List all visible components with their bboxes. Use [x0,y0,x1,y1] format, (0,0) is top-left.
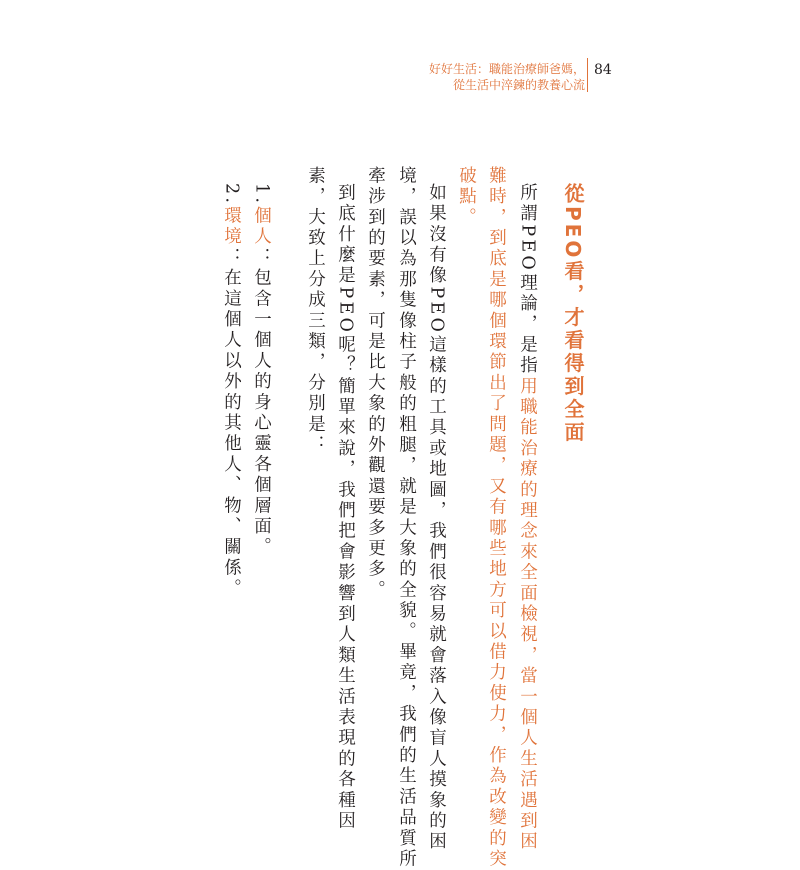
paragraph-3-line-2: 素，大致上分成三類，分別是： [305,166,326,456]
p3-line1-a: 到底什麼是 [335,183,356,287]
list-item-term: 個人 [251,206,272,248]
list-item-colon: ： [251,247,272,269]
list-item-number: 1. [251,183,272,207]
list-item-number: 2. [221,183,242,207]
paragraph-1-line-1 [518,183,536,853]
paragraph-2-line-2: 境，誤以為那隻像柱子般的粗腿，就是大象的全貌。畢竟，我們的生活品質所 [396,166,417,870]
p1-highlight-1: 用職能治療的理念來全面檢視，當一個人生活遇到困 [517,376,538,853]
paragraph-1-line-2: 難時，到底是哪個環節出了問題，又有哪些地方可以借力使力，作為改變的突 [486,166,507,870]
list-item-term: 環境 [221,206,242,248]
p1-lead-latin: PEO [517,224,538,273]
list-item-colon: ： [221,247,242,269]
running-header-subtitle: 從生活中淬鍊的教養心流 [452,78,585,92]
p2-line1-latin: PEO [426,286,447,335]
list-item [252,183,270,558]
list-item-description: 包含一個人的身心靈各個層面。 [251,268,272,559]
heading-suffix: 看，才看得到全面 [561,260,585,445]
p3-line1-latin: PEO [335,286,356,335]
list-item [222,183,240,599]
section-heading [563,183,583,444]
paragraph-1-line-3: 破點。 [456,166,477,229]
p3-line1-b: 呢？簡單來說，我們把會影響到人類生活表現的各種因 [335,335,356,832]
p1-lead-a: 所謂 [517,183,538,225]
running-header-title: 好好生活：職能治療師爸媽， [428,62,585,76]
page-number: 84 [594,62,612,78]
paragraph-2-line-1 [427,183,445,853]
list-item-description: 在這個人以外的其他人、物、關係。 [221,268,242,600]
p2-line1-b: 這樣的工具或地圖，我們很容易就會落入像盲人摸象的困 [426,335,447,853]
paragraph-3-line-1 [336,183,354,832]
p2-line1-a: 如果沒有像 [426,183,447,287]
header-divider [587,58,588,92]
heading-prefix: 從 [561,183,585,206]
p1-lead-b: 理論，是指 [517,272,538,377]
heading-latin: PEO [561,206,585,261]
paragraph-2-line-3: 牽涉到的要素，可是比大象的外觀還要多更多。 [365,166,386,601]
